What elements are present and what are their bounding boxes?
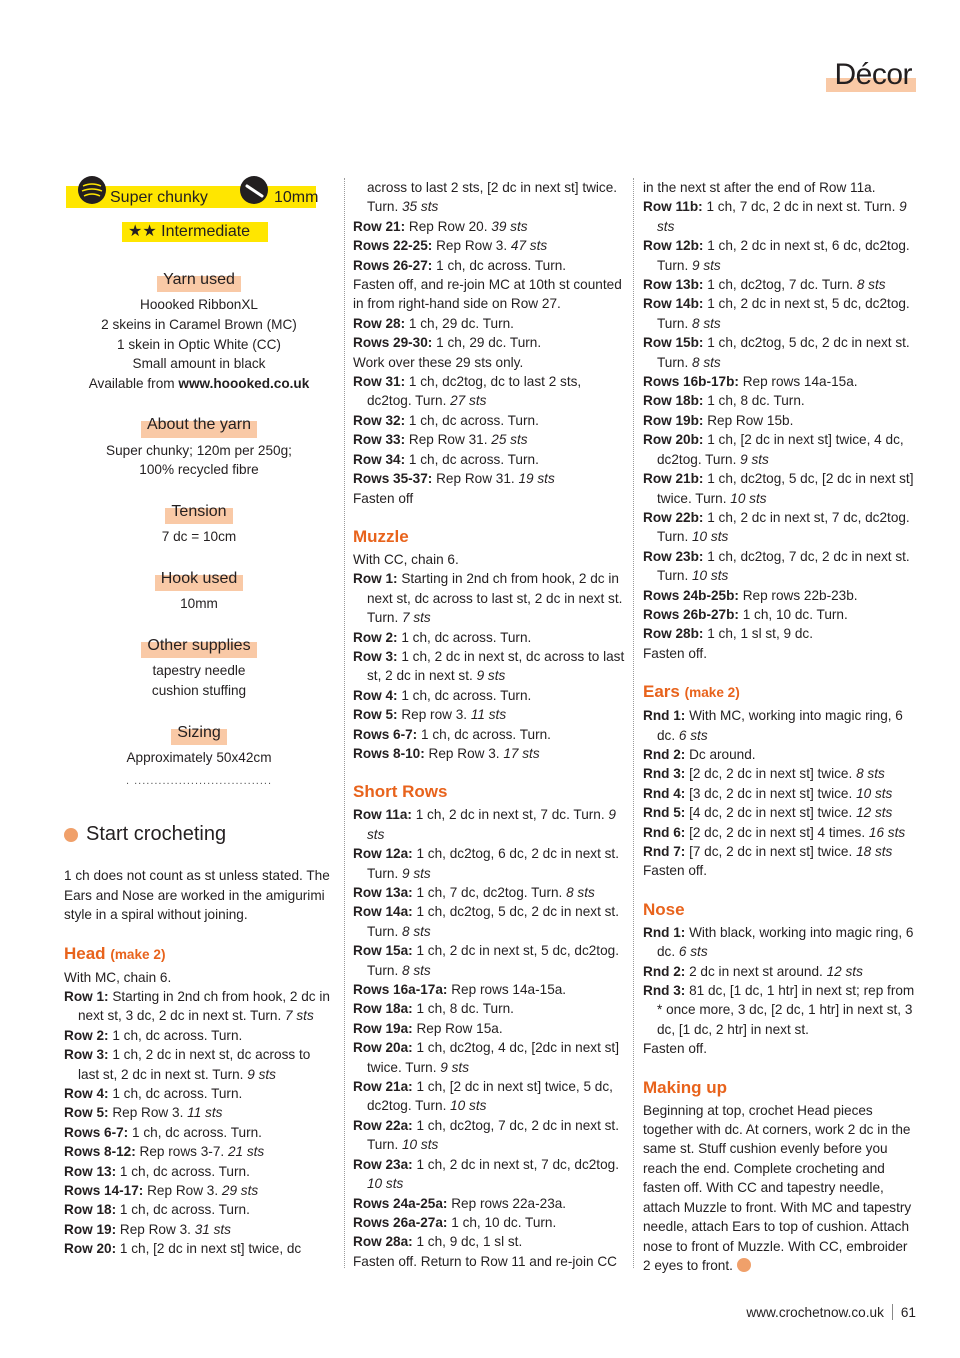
row-label: Row 19a: xyxy=(353,1020,413,1036)
instruction-line: Row 28a: 1 ch, 9 dc, 1 sl st. xyxy=(353,1234,523,1250)
nose-heading: Nose xyxy=(643,899,685,919)
row-label: Rows 8-10: xyxy=(353,745,425,761)
row-label: Row 3: xyxy=(353,648,398,664)
instruction-line: Row 5: Rep row 3. 11 sts xyxy=(353,707,507,723)
difficulty-bar xyxy=(122,222,268,242)
hook-used-title: Hook used xyxy=(155,569,244,588)
yarn-used-box xyxy=(64,270,334,393)
row-label: Row 28: xyxy=(353,315,406,331)
row-label: Row 5: xyxy=(64,1105,109,1121)
row-label: Rnd 3: xyxy=(643,766,686,782)
stitch-count: 9 sts xyxy=(476,668,506,684)
column-1 xyxy=(64,178,334,1259)
stitch-count: 18 sts xyxy=(856,844,893,859)
website-link[interactable]: www.crochetnow.co.uk xyxy=(746,1305,884,1320)
other-supplies-box xyxy=(64,636,334,701)
stitch-count: 6 sts xyxy=(678,727,708,743)
instruction-line: Row 1: Starting in 2nd ch from hook, 2 dc in next st, 3 dc, 2 dc in next st. Turn. 7 sts xyxy=(64,989,330,1024)
difficulty-label: Intermediate xyxy=(161,223,251,240)
stitch-count: 31 sts xyxy=(194,1221,231,1237)
stitch-count: 8 sts xyxy=(402,923,431,939)
instruction-line: Row 31: 1 ch, dc2tog, dc to last 2 sts, dc2tog. Turn. 27 sts xyxy=(353,374,582,409)
tension-box xyxy=(64,502,334,547)
row-label: Row 21b: xyxy=(643,471,704,487)
instruction-line: Rows 35-37: Rep Row 31. 19 sts xyxy=(353,471,555,487)
stitch-count: 8 sts xyxy=(856,277,886,293)
instruction-line: Row 4: 1 ch, dc across. Turn. xyxy=(64,1086,243,1102)
column-3 xyxy=(643,178,918,1275)
instruction-line: Rows 26-27: 1 ch, dc across. Turn. xyxy=(353,257,567,273)
row-label: Rows 24b-25b: xyxy=(643,587,739,603)
about-yarn-box xyxy=(64,415,334,480)
supplier-link[interactable]: www.hoooked.co.uk xyxy=(178,375,310,391)
row-label: Row 18a: xyxy=(353,1001,413,1017)
row-label: Row 13a: xyxy=(353,885,413,900)
instruction-line: Row 18: 1 ch, dc across. Turn. xyxy=(64,1202,250,1218)
yarn-ball-icon xyxy=(64,828,78,842)
instruction-line: Row 28b: 1 ch, 1 sl st, 9 dc. xyxy=(643,626,813,642)
instruction-line: Row 20a: 1 ch, dc2tog, 4 dc, [2dc in next st] twice. Turn. 9 sts xyxy=(353,1040,619,1075)
stitch-count: 7 sts xyxy=(402,610,431,626)
instruction-line: Row 18b: 1 ch, 8 dc. Turn. xyxy=(643,393,805,409)
row-label: Rows 24a-25a: xyxy=(353,1195,448,1211)
yarn-ball-icon xyxy=(78,176,106,204)
instruction-line: Rnd 7: [7 dc, 2 dc in next st] twice. 18 sts xyxy=(643,844,893,859)
instruction-line: Row 11b: 1 ch, 7 dc, 2 dc in next st. Turn. 9 sts xyxy=(643,199,907,234)
ears-instructions xyxy=(643,706,918,881)
instruction-line: Rows 14-17: Rep Row 3. 29 sts xyxy=(64,1183,259,1199)
start-heading xyxy=(64,822,334,845)
stitch-count: 9 sts xyxy=(692,257,721,273)
stitch-count: 9 sts xyxy=(402,865,431,881)
instruction-line: Fasten off. xyxy=(643,1041,707,1057)
row-label: Rows 29-30: xyxy=(353,335,433,351)
sizing-title: Sizing xyxy=(171,723,227,742)
stitch-count: 8 sts xyxy=(402,962,431,978)
row-label: Row 3: xyxy=(64,1047,109,1063)
instruction-line: Row 2: 1 ch, dc across. Turn. xyxy=(64,1027,243,1043)
instruction-line: Rows 22-25: Rep Row 3. 47 sts xyxy=(353,238,548,254)
row-label: Row 12b: xyxy=(643,238,704,254)
row-label: Row 4: xyxy=(353,687,398,703)
stitch-count: 10 sts xyxy=(692,568,729,584)
row-label: Rnd 2: xyxy=(643,963,686,979)
row-label: Rows 22-25: xyxy=(353,238,433,254)
instruction-line: Row 14a: 1 ch, dc2tog, 5 dc, 2 dc in next st. Turn. 8 sts xyxy=(353,904,619,939)
head-instructions xyxy=(64,968,334,1259)
supply-item: cushion stuffing xyxy=(151,682,247,698)
row-label: Row 33: xyxy=(353,432,406,448)
stitch-count: 10 sts xyxy=(692,529,729,545)
instruction-line: Row 23a: 1 ch, 2 dc in next st, 7 dc, dc2tog. 10 sts xyxy=(353,1156,619,1192)
instruction-line: Row 13b: 1 ch, dc2tog, 7 dc. Turn. 8 sts xyxy=(643,277,886,293)
instruction-line: Row 22a: 1 ch, dc2tog, 7 dc, 2 dc in next st. Turn. 10 sts xyxy=(353,1117,619,1153)
row-label: Rows 26-27: xyxy=(353,257,433,273)
row-label: Row 34: xyxy=(353,451,406,467)
stars-icon: ★★ xyxy=(128,223,157,240)
about-line: 100% recycled fibre xyxy=(139,462,259,478)
row-label: Row 1: xyxy=(64,989,109,1004)
row-label: Rows 26a-27a: xyxy=(353,1214,448,1230)
instruction-line: Rnd 5: [4 dc, 2 dc in next st] twice. 12 sts xyxy=(643,805,893,821)
row-label: Row 32: xyxy=(353,412,406,428)
stitch-count: 25 sts xyxy=(491,432,528,448)
short-rows-heading: Short Rows xyxy=(353,782,448,802)
row-label: Rows 16a-17a: xyxy=(353,982,448,998)
dotted-divider: . .................................. xyxy=(125,774,273,787)
start-title: Start crocheting xyxy=(86,822,227,845)
instruction-line: Row 22b: 1 ch, 2 dc in next st, 7 dc, dc2tog. Turn. 10 sts xyxy=(643,509,910,545)
row-label: Rnd 1: xyxy=(643,708,686,724)
stitch-count: 16 sts xyxy=(868,824,906,840)
sizing-box xyxy=(64,723,334,768)
section-tag xyxy=(834,58,912,92)
making-up-text: Beginning at top, crochet Head pieces together with dc. At corners, work 2 dc in the same st. Stuff cushion evenly before you reach the end. Complete crocheting and fasten off. With CC and tapestry needle, attach Muzzle to front. With MC and tapestry needle, attach Ears to top of cushion. Attach nose to front of Muzzle. With CC, embroider 2 eyes to front. xyxy=(643,1102,912,1273)
stitch-count: 10 sts xyxy=(730,490,767,506)
about-line: Super chunky; 120m per 250g; xyxy=(106,442,292,458)
instruction-line: Row 32: 1 ch, dc across. Turn. xyxy=(353,412,539,428)
row-label: Rnd 1: xyxy=(643,924,686,940)
stitch-count: 11 sts xyxy=(470,707,507,723)
row-label: Rows 35-37: xyxy=(353,471,433,487)
row-label: Row 20b: xyxy=(643,432,704,448)
instruction-line: Row 15b: 1 ch, dc2tog, 5 dc, 2 dc in next st. Turn. 8 sts xyxy=(643,335,910,370)
yarn-weight-label: Super chunky xyxy=(110,189,208,206)
instruction-line: Work over these 29 sts only. xyxy=(353,354,524,370)
row-label: Row 19: xyxy=(64,1221,117,1237)
row-label: Row 5: xyxy=(353,707,398,723)
row-label: Rows 6-7: xyxy=(64,1124,129,1140)
stitch-count: 12 sts xyxy=(856,805,893,821)
supply-item: tapestry needle xyxy=(152,663,246,679)
row-label: Row 28a: xyxy=(353,1234,413,1250)
yarn-line: Hoooked RibbonXL xyxy=(140,297,258,313)
head-heading: Head (make 2) xyxy=(64,943,166,963)
instruction-line: Row 20b: 1 ch, [2 dc in next st] twice, 4 dc, dc2tog. Turn. 9 sts xyxy=(643,432,904,467)
row-label: Rnd 7: xyxy=(643,844,686,859)
stitch-count: 7 sts xyxy=(285,1008,314,1024)
instruction-line: in the next st after the end of Row 11a. xyxy=(643,180,876,195)
column-divider xyxy=(633,178,634,1268)
making-up-heading: Making up xyxy=(643,1077,728,1097)
instruction-line: Rows 6-7: 1 ch, dc across. Turn. xyxy=(353,726,551,742)
stitch-count: 17 sts xyxy=(503,745,540,761)
instruction-line: Rows 26b-27b: 1 ch, 10 dc. Turn. xyxy=(643,606,848,622)
instruction-line: Row 18a: 1 ch, 8 dc. Turn. xyxy=(353,1001,514,1017)
nose-instructions xyxy=(643,923,918,1059)
stitch-count: 10 sts xyxy=(450,1098,487,1114)
yarn-used-title: Yarn used xyxy=(157,270,241,289)
row-label: Rows 16b-17b: xyxy=(643,374,739,390)
stitch-count: 12 sts xyxy=(826,963,863,979)
instruction-line: Rnd 1: With MC, working into magic ring, 6 dc. 6 sts xyxy=(643,708,903,743)
instruction-line: With CC, chain 6. xyxy=(353,551,459,567)
instruction-line: Rows 29-30: 1 ch, 29 dc. Turn. xyxy=(353,335,542,351)
short-rows-instructions xyxy=(353,805,628,1271)
page-number: 61 xyxy=(900,1305,916,1320)
row-label: Rnd 3: xyxy=(643,983,686,999)
stitch-count: 10 sts xyxy=(856,785,893,801)
instruction-line: With MC, chain 6. xyxy=(64,969,172,985)
yarn-line: 1 skein in Optic White (CC) xyxy=(117,336,281,352)
instruction-line: Row 28: 1 ch, 29 dc. Turn. xyxy=(353,315,514,331)
instruction-line: Rows 8-10: Rep Row 3. 17 sts xyxy=(353,745,540,761)
instruction-line: Row 21b: 1 ch, dc2tog, 5 dc, [2 dc in next st] twice. Turn. 10 sts xyxy=(643,471,914,506)
instruction-line: Rnd 2: Dc around. xyxy=(643,746,756,762)
muzzle-heading: Muzzle xyxy=(353,526,409,546)
row-label: Row 18: xyxy=(64,1202,117,1218)
instruction-line: Row 13: 1 ch, dc across. Turn. xyxy=(64,1163,250,1179)
row-label: Row 14b: xyxy=(643,296,704,312)
row-label: Row 21a: xyxy=(353,1079,413,1095)
row-label: Row 11b: xyxy=(643,199,703,215)
section-title: Décor xyxy=(834,58,912,91)
instruction-line: Row 20: 1 ch, [2 dc in next st] twice, dc xyxy=(64,1241,302,1257)
crochet-hook-icon xyxy=(240,176,268,204)
instruction-line: Rnd 1: With black, working into magic ring, 6 dc. 6 sts xyxy=(643,924,914,960)
row-label: Row 13b: xyxy=(643,277,704,293)
hook-used-value: 10mm xyxy=(180,596,218,612)
stitch-count: 10 sts xyxy=(402,1137,439,1153)
stitch-count: 6 sts xyxy=(678,944,708,960)
instruction-line: across to last 2 sts, [2 dc in next st] twice. Turn. 35 sts xyxy=(367,180,618,215)
yarn-availability: Available from www.hoooked.co.uk xyxy=(88,375,310,391)
stitch-count: 47 sts xyxy=(510,238,548,254)
instruction-line: Row 12b: 1 ch, 2 dc in next st, 6 dc, dc2tog. Turn. 9 sts xyxy=(643,238,910,273)
row-label: Row 22b: xyxy=(643,509,704,525)
instruction-line: Rows 16a-17a: Rep rows 14a-15a. xyxy=(353,982,567,998)
short-rows-instructions-cont xyxy=(643,178,918,663)
instruction-line: Row 19a: Rep Row 15a. xyxy=(353,1020,503,1036)
tension-title: Tension xyxy=(165,502,232,521)
row-label: Row 18b: xyxy=(643,393,704,409)
sizing-value: Approximately 50x42cm xyxy=(126,749,272,765)
instruction-line: Row 3: 1 ch, 2 dc in next st, dc across to last st, 2 dc in next st. 9 sts xyxy=(353,648,625,684)
stitch-count: 9 sts xyxy=(367,807,616,842)
stitch-count: 19 sts xyxy=(518,471,555,487)
instruction-line: Row 19b: Rep Row 15b. xyxy=(643,412,794,428)
instruction-line: Row 1: Starting in 2nd ch from hook, 2 dc in next st, dc across to last st, 2 dc in next st. Turn. 7 sts xyxy=(353,571,623,626)
instruction-line: Row 3: 1 ch, 2 dc in next st, dc across to last st, 2 dc in next st. Turn. 9 sts xyxy=(64,1047,311,1082)
hook-size-label: 10mm xyxy=(274,189,319,206)
row-label: Row 2: xyxy=(64,1027,109,1043)
row-label: Row 20a: xyxy=(353,1040,413,1056)
instruction-line: Rows 8-12: Rep rows 3-7. 21 sts xyxy=(64,1144,265,1160)
instruction-line: Row 5: Rep Row 3. 11 sts xyxy=(64,1105,223,1121)
stitch-count: 9 sts xyxy=(440,1059,469,1075)
row-label: Row 28b: xyxy=(643,626,704,642)
yarn-line: 2 skeins in Caramel Brown (MC) xyxy=(101,317,297,332)
row-label: Row 11a: xyxy=(353,807,412,823)
stitch-count: 8 sts xyxy=(692,354,721,370)
hook-used-box xyxy=(64,569,334,614)
head-instructions-cont xyxy=(353,178,628,508)
yarn-weight-bar xyxy=(66,186,319,208)
instruction-line: Row 19: Rep Row 3. 31 sts xyxy=(64,1221,231,1237)
start-intro: 1 ch does not count as st unless stated. The Ears and Nose are worked in the amigurimi style in a spiral without joining. xyxy=(64,868,330,923)
stitch-count: 21 sts xyxy=(227,1144,265,1160)
row-label: Rnd 4: xyxy=(643,785,686,801)
instruction-line: Rows 24b-25b: Rep rows 22b-23b. xyxy=(643,587,858,603)
instruction-line: Row 21a: 1 ch, [2 dc in next st] twice, 5 dc, dc2tog. Turn. 10 sts xyxy=(353,1079,613,1114)
instruction-line: Row 11a: 1 ch, 2 dc in next st, 7 dc. Turn. 9 sts xyxy=(353,807,616,842)
stitch-count: 8 sts xyxy=(566,885,595,900)
muzzle-instructions xyxy=(353,550,628,763)
other-supplies-title: Other supplies xyxy=(141,636,256,655)
stitch-count: 8 sts xyxy=(692,315,721,331)
row-label: Row 14a: xyxy=(353,904,413,920)
instruction-line: Rows 24a-25a: Rep rows 22a-23a. xyxy=(353,1195,567,1211)
instruction-line: Fasten off, and re-join MC at 10th st counted in from right-hand side on Row 27. xyxy=(353,277,622,312)
instruction-line: Rows 16b-17b: Rep rows 14a-15a. xyxy=(643,374,858,390)
row-label: Row 15b: xyxy=(643,335,704,351)
instruction-line: Row 2: 1 ch, dc across. Turn. xyxy=(353,629,532,645)
stitch-count: 27 sts xyxy=(450,393,487,409)
instruction-line: Row 15a: 1 ch, 2 dc in next st, 5 dc, dc2tog. Turn. 8 sts xyxy=(353,943,619,978)
instruction-line: Rnd 4: [3 dc, 2 dc in next st] twice. 10 sts xyxy=(643,785,893,801)
instruction-line: Fasten off. xyxy=(643,863,707,879)
stitch-count: 9 sts xyxy=(247,1066,276,1082)
instruction-line: Fasten off. Return to Row 11 and re-join CC xyxy=(353,1253,617,1269)
row-label: Rows 6-7: xyxy=(353,726,418,742)
row-label: Row 20: xyxy=(64,1241,117,1257)
row-label: Rnd 6: xyxy=(643,824,686,840)
row-label: Rows 14-17: xyxy=(64,1183,144,1199)
row-label: Row 23a: xyxy=(353,1156,413,1172)
row-label: Rows 26b-27b: xyxy=(643,606,739,622)
tension-value: 7 dc = 10cm xyxy=(161,529,237,545)
row-label: Row 13: xyxy=(64,1163,117,1179)
yarn-ball-icon xyxy=(737,1258,751,1272)
stitch-count: 9 sts xyxy=(657,199,907,234)
row-label: Row 4: xyxy=(64,1086,109,1102)
instruction-line: Row 4: 1 ch, dc across. Turn. xyxy=(353,687,532,703)
stitch-count: 8 sts xyxy=(856,766,885,782)
row-label: Row 21: xyxy=(353,218,406,234)
stitch-count: 10 sts xyxy=(367,1176,404,1192)
stitch-count: 29 sts xyxy=(221,1183,259,1199)
row-label: Row 23b: xyxy=(643,548,704,564)
row-label: Row 22a: xyxy=(353,1117,413,1133)
instruction-line: Row 33: Rep Row 31. 25 sts xyxy=(353,432,528,448)
stitch-count: 35 sts xyxy=(402,199,439,215)
row-label: Rows 8-12: xyxy=(64,1144,136,1160)
instruction-line: Row 21: Rep Row 20. 39 sts xyxy=(353,218,528,234)
instruction-line: Row 34: 1 ch, dc across. Turn. xyxy=(353,451,539,467)
instruction-line: Rows 6-7: 1 ch, dc across. Turn. xyxy=(64,1124,262,1140)
instruction-line: Rnd 3: [2 dc, 2 dc in next st] twice. 8 sts xyxy=(643,766,885,782)
ears-heading: Ears (make 2) xyxy=(643,682,740,702)
column-2 xyxy=(353,178,628,1271)
about-yarn-title: About the yarn xyxy=(141,415,257,434)
instruction-line: Fasten off. xyxy=(643,645,707,661)
instruction-line: Rnd 6: [2 dc, 2 dc in next st] 4 times. 16 sts xyxy=(643,824,906,840)
page-footer xyxy=(746,1304,916,1320)
row-label: Row 19b: xyxy=(643,412,704,428)
instruction-line: Row 13a: 1 ch, 7 dc, dc2tog. Turn. 8 sts xyxy=(353,885,595,900)
yarn-line: Small amount in black xyxy=(132,356,266,372)
instruction-line: Row 23b: 1 ch, dc2tog, 7 dc, 2 dc in next st. Turn. 10 sts xyxy=(643,548,910,584)
row-label: Row 2: xyxy=(353,629,398,645)
stitch-count: 9 sts xyxy=(740,451,769,467)
instruction-line: Rows 26a-27a: 1 ch, 10 dc. Turn. xyxy=(353,1214,557,1230)
row-label: Row 31: xyxy=(353,374,406,390)
instruction-line: Row 14b: 1 ch, 2 dc in next st, 5 dc, dc2tog. Turn. 8 sts xyxy=(643,296,910,331)
stitch-count: 39 sts xyxy=(491,218,528,234)
instruction-line: Fasten off xyxy=(353,490,414,506)
row-label: Row 1: xyxy=(353,571,398,587)
instruction-line: Rnd 3: 81 dc, [1 dc, 1 htr] in next st; rep from * once more, 3 dc, [2 dc, 1 htr] in next st, 3 dc, [1 dc, 2 htr] in next st. xyxy=(643,983,915,1037)
row-label: Row 15a: xyxy=(353,943,413,959)
stitch-count: 11 sts xyxy=(187,1105,223,1121)
row-label: Rnd 5: xyxy=(643,805,686,821)
instruction-line: Rnd 2: 2 dc in next st around. 12 sts xyxy=(643,963,863,979)
column-divider xyxy=(344,178,345,1268)
instruction-line: Row 12a: 1 ch, dc2tog, 6 dc, 2 dc in next st. Turn. 9 sts xyxy=(353,846,619,881)
row-label: Rnd 2: xyxy=(643,746,686,762)
row-label: Row 12a: xyxy=(353,846,413,862)
